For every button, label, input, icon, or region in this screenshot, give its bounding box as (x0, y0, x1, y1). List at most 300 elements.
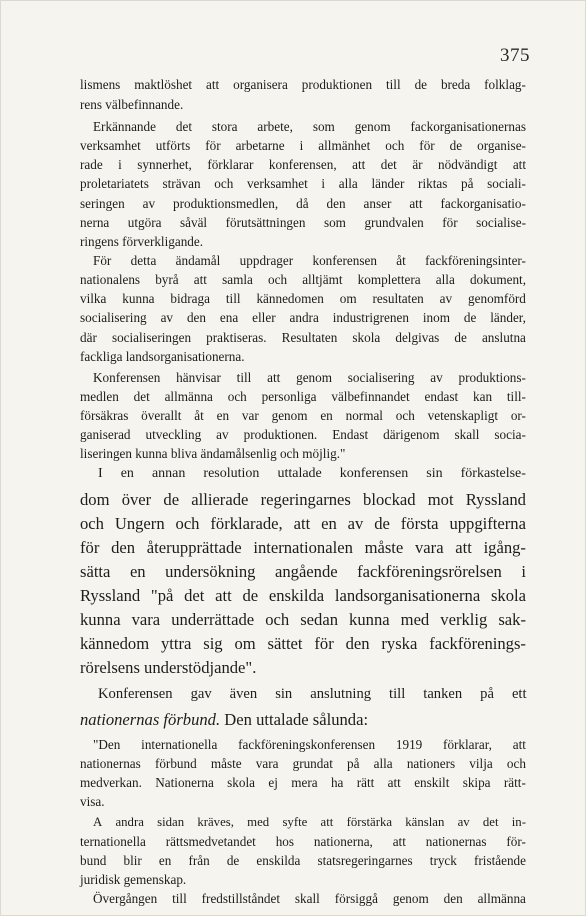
word: på (347, 756, 360, 771)
word: nationerna, (313, 834, 373, 849)
text-line (80, 466, 526, 482)
word: de (163, 490, 180, 509)
word: produktionen (301, 77, 373, 92)
word: mera (291, 775, 318, 790)
word: utgöra (127, 215, 162, 230)
word: till (385, 77, 401, 92)
text-run: Den uttalade sålunda: (224, 710, 369, 729)
word: enskilda (256, 853, 301, 868)
word: in- (511, 815, 526, 829)
word: 1919 (395, 737, 423, 752)
word: samla (222, 272, 253, 287)
word: att (293, 514, 311, 533)
word: förutsättningen (225, 215, 306, 230)
word: produktionsmedlen, (173, 196, 279, 211)
word: på (480, 686, 494, 702)
word: industrigrenen (332, 310, 409, 325)
word: inom (422, 310, 450, 325)
word: av (430, 370, 443, 385)
word: undersökning (165, 562, 256, 581)
text-line (80, 427, 526, 443)
word: från (188, 853, 210, 868)
text-line (80, 330, 526, 346)
word: verklig (440, 610, 488, 629)
word: de (374, 514, 390, 533)
word: var (241, 408, 259, 423)
text-line (80, 157, 526, 173)
word: alla (338, 176, 358, 191)
word: breda (440, 77, 471, 92)
word: för (419, 138, 435, 153)
word: ternationella (80, 834, 146, 849)
word: länder (371, 176, 405, 191)
word: till (225, 291, 241, 306)
word: nödvändigt (438, 157, 498, 172)
word: uppgifterna (449, 514, 526, 533)
word: måste (210, 756, 242, 771)
word: alla (435, 272, 455, 287)
word: om (339, 291, 357, 306)
text-line (80, 562, 526, 582)
word: för (442, 215, 458, 230)
word: "på (150, 586, 174, 605)
word: andra (115, 815, 144, 829)
word: sin (426, 466, 443, 481)
word: syfte (282, 815, 308, 829)
word: vara (131, 610, 161, 629)
word: att (215, 586, 232, 605)
word: den (326, 196, 346, 211)
word: och (265, 610, 290, 629)
text-line (80, 686, 526, 703)
word: verksamhet (246, 176, 308, 191)
word: av (347, 514, 364, 533)
word: en (129, 562, 146, 581)
word: produktionen. (243, 427, 318, 442)
word: det (175, 119, 192, 134)
word: sak- (498, 610, 526, 629)
word: endast (424, 389, 459, 404)
word: och (385, 138, 405, 153)
word: genomförd (468, 291, 526, 306)
word: vetenskapligt (427, 408, 498, 423)
word: även (229, 686, 258, 702)
word: grundat (292, 756, 333, 771)
word: skola (227, 775, 256, 790)
word: grundvalen (364, 215, 424, 230)
word: och (268, 272, 288, 287)
word: måste (364, 538, 404, 557)
word: en (120, 466, 134, 481)
word: andra (289, 310, 319, 325)
word: för (80, 538, 100, 557)
word: återupprättade (146, 538, 242, 557)
word: att (387, 775, 401, 790)
word: synnerhet, (137, 157, 192, 172)
text-line: rörelsens understödjande". (80, 658, 257, 677)
word: som (312, 119, 335, 134)
word: genom (296, 370, 332, 385)
text-line (80, 215, 526, 231)
text-line: liseringen kunna bliva ändamålsenlig och möjlig." (80, 446, 346, 461)
word: fackföreningsinter- (425, 253, 526, 268)
text-line (80, 834, 526, 850)
word: för- (506, 834, 526, 849)
text-line (80, 138, 526, 154)
word: sociali- (487, 176, 526, 191)
text-line (80, 586, 526, 606)
word: för (314, 634, 334, 653)
text-line (80, 610, 526, 630)
word: för (205, 138, 221, 153)
text-line (80, 891, 526, 907)
word: ena (219, 310, 239, 325)
word: medlen (80, 389, 119, 404)
text-line (80, 408, 526, 424)
word: känslan (405, 815, 445, 829)
text-line (80, 176, 526, 192)
word: delgivas (395, 330, 440, 345)
italic-phrase: nationernas förbund. (80, 710, 221, 729)
word: nerna (80, 215, 110, 230)
word: förstärka (346, 815, 393, 829)
text-line (80, 196, 526, 212)
text-line (80, 490, 526, 510)
word: till (389, 686, 406, 702)
word: internationalen (253, 538, 353, 557)
word: fackförenings- (429, 634, 526, 653)
word: skola (352, 330, 381, 345)
word: ändamål (175, 253, 221, 268)
word: folklag- (484, 77, 526, 92)
word: skipa (462, 775, 491, 790)
word: med (247, 815, 270, 829)
word: på (461, 176, 474, 191)
word: utförts (155, 138, 191, 153)
word: att (409, 196, 423, 211)
word: internationella (141, 737, 218, 752)
word: välbefinnandet (331, 389, 410, 404)
text-line (80, 77, 526, 93)
word: det (184, 586, 205, 605)
word: nationernas (80, 756, 141, 771)
text-line: rens välbefinnande. (80, 97, 184, 112)
word: organisera (233, 77, 288, 92)
word: att (455, 538, 472, 557)
word: förklarade, (210, 514, 283, 533)
word: skola (490, 586, 526, 605)
word: bidraga (170, 291, 210, 306)
word: dom (80, 490, 110, 509)
text-line (80, 291, 526, 307)
text-line: ringens förverkligande. (80, 234, 204, 249)
text-line (80, 370, 526, 386)
word: genom (354, 119, 391, 134)
word: av (439, 291, 453, 306)
text-line: visa. (80, 794, 105, 809)
word: resultaten (372, 291, 424, 306)
word: vilja (469, 756, 493, 771)
word: över (121, 490, 152, 509)
word: och (506, 756, 526, 771)
word: igång- (483, 538, 526, 557)
word: som (323, 215, 346, 230)
word: uppdrager (239, 253, 294, 268)
text-line (80, 119, 526, 135)
word: mot (427, 490, 454, 509)
word: en (320, 408, 333, 423)
word: är (412, 157, 423, 172)
word: det (133, 389, 150, 404)
word: sedan (300, 610, 338, 629)
word: personliga (261, 389, 317, 404)
word: Resultaten (281, 330, 338, 345)
word: sig (203, 634, 223, 653)
word: Ungern (114, 514, 165, 533)
word: och (214, 176, 234, 191)
word: kunna (122, 291, 155, 306)
word: i (321, 176, 326, 191)
word: Erkännande (93, 119, 156, 134)
word: av (142, 196, 156, 211)
word: fackorganisatio- (440, 196, 526, 211)
word: ryska (381, 634, 418, 653)
word: riktas (418, 176, 448, 191)
word: av (457, 815, 470, 829)
word: strävan (162, 176, 201, 191)
word: lismens (80, 77, 121, 92)
word: annan (151, 466, 186, 481)
word: angående (274, 562, 338, 581)
word: vilka (80, 291, 107, 306)
word: or- (510, 408, 526, 423)
word: det (482, 815, 499, 829)
word: fredstillståndet (201, 891, 281, 906)
word: första (400, 514, 439, 533)
word: och (227, 389, 247, 404)
word: seringen (80, 196, 125, 211)
word: underrättade (171, 610, 255, 629)
word: fackföreningskonferensen (238, 737, 376, 752)
word: utveckling (145, 427, 202, 442)
word: de (449, 138, 463, 153)
word: försiggå (334, 891, 378, 906)
word: skall (294, 891, 320, 906)
word: att (512, 737, 526, 752)
word: kännedom (80, 634, 150, 653)
word: organise- (477, 138, 526, 153)
text-line (80, 272, 526, 288)
page-number: 375 (500, 45, 530, 66)
word: de (226, 853, 240, 868)
word: kännedomen (256, 291, 324, 306)
word: bund (80, 853, 107, 868)
word: Nationerna (155, 775, 214, 790)
word: till- (506, 389, 526, 404)
word: anslutning (310, 686, 372, 702)
text-line: juridisk gemenskap. (80, 872, 187, 887)
word: allmänna (164, 389, 213, 404)
word: A (93, 815, 103, 829)
word: Endast (332, 427, 369, 442)
word: genom (392, 891, 429, 906)
word: ett (511, 686, 527, 702)
word: nationalens (80, 272, 141, 287)
word: den (345, 634, 370, 653)
word: att (193, 272, 207, 287)
word: genom (271, 408, 308, 423)
text-line (80, 853, 526, 869)
word: den (186, 310, 206, 325)
word: stora (211, 119, 238, 134)
word: förbund (154, 756, 197, 771)
word: att (352, 157, 366, 172)
word: yttra (160, 634, 192, 653)
word: därigenom (383, 427, 440, 442)
word: proletariatets (80, 176, 149, 191)
word: vara (415, 538, 444, 557)
word: anser (363, 196, 392, 211)
word: praktiseras. (206, 330, 267, 345)
word: statsregeringarnes (317, 853, 413, 868)
word: de (414, 77, 428, 92)
word: tryck (429, 853, 457, 868)
word: det (380, 157, 397, 172)
word: konferensen, (268, 157, 337, 172)
word: ha (330, 775, 344, 790)
word: länder, (490, 310, 526, 325)
text-line: fackliga landsorganisationerna. (80, 349, 245, 364)
word: socialise- (476, 215, 526, 230)
word: den (111, 538, 136, 557)
text-line (80, 538, 526, 558)
word: socialisering (347, 370, 415, 385)
word: den (443, 891, 463, 906)
word: att (512, 157, 526, 172)
word: såväl (180, 215, 208, 230)
word: skall (454, 427, 480, 442)
word: maktlöshet (134, 77, 193, 92)
word: enskilt (414, 775, 450, 790)
word: hänvisar (176, 370, 221, 385)
word: om (234, 634, 256, 653)
word: Ryssland (80, 586, 141, 605)
word: regeringarnes (260, 490, 351, 509)
word: i (521, 562, 526, 581)
word: där (80, 330, 97, 345)
word: då (296, 196, 309, 211)
word: konferensen (312, 253, 377, 268)
text-line (80, 775, 526, 791)
word: rättsmedvetandet (165, 834, 256, 849)
word: landsorganisationerna (334, 586, 481, 605)
word: socialisering (80, 310, 147, 325)
word: överallt (141, 408, 182, 423)
word: Konferensen (93, 370, 161, 385)
word: av (160, 310, 174, 325)
text-line (80, 253, 526, 269)
word: allierade (191, 490, 249, 509)
word: blir (123, 853, 142, 868)
word: kräves, (197, 815, 234, 829)
word: kunna (349, 610, 390, 629)
word: arbete, (257, 119, 293, 134)
word: och (175, 514, 200, 533)
word: socia- (494, 427, 526, 442)
word: en (321, 514, 337, 533)
word: fackorganisationernas (410, 119, 526, 134)
word: dokument, (469, 272, 526, 287)
word: nationernas (425, 834, 487, 849)
word: Konferensen (98, 686, 173, 702)
word: att (320, 815, 334, 829)
word: försäkras (80, 408, 129, 423)
word: vara (255, 756, 279, 771)
word: fristående (474, 853, 526, 868)
word: verksamhet (80, 138, 141, 153)
word: rätt (356, 775, 375, 790)
word: konferensen (339, 466, 409, 481)
text-line (80, 815, 526, 830)
word: fackföreningsrörelsen (357, 562, 502, 581)
word: och (80, 514, 104, 533)
word: gav (190, 686, 212, 702)
word: och (395, 408, 415, 423)
word: förklarar, (443, 737, 492, 752)
word: allmänna (477, 891, 526, 906)
word: förkastelse- (460, 466, 526, 481)
word: till (236, 370, 252, 385)
word: nationers (406, 756, 456, 771)
word: uttalade (277, 466, 322, 481)
word: Övergången (93, 891, 158, 906)
word: att (392, 834, 406, 849)
word: med (400, 610, 430, 629)
word: till (172, 891, 187, 906)
word: kunna (80, 610, 121, 629)
word: detta (130, 253, 157, 268)
word: att (206, 77, 220, 92)
word: av (216, 427, 229, 442)
word: enskilda (268, 586, 325, 605)
word: ganiserad (80, 427, 131, 442)
word: förklarar (207, 157, 254, 172)
word: kan (473, 389, 493, 404)
word: i (118, 157, 122, 172)
word: en (158, 853, 172, 868)
text-line (80, 634, 526, 654)
word: åt (396, 253, 406, 268)
word: åt (194, 408, 204, 423)
word: de (242, 586, 259, 605)
word: hos (275, 834, 295, 849)
word: en (216, 408, 230, 423)
word: sättet (267, 634, 303, 653)
word: byrå (155, 272, 179, 287)
text-line (80, 514, 526, 534)
word: komplettera (357, 272, 421, 287)
word: blockad (363, 490, 416, 509)
word: att (267, 370, 281, 385)
word: sidan (157, 815, 185, 829)
text-line-mixed (80, 710, 526, 730)
word: sätta (80, 562, 111, 581)
text-line (80, 310, 526, 326)
word: sin (275, 686, 293, 702)
word: För (93, 253, 112, 268)
word: "Den (93, 737, 121, 752)
word: Ryssland (465, 490, 526, 509)
